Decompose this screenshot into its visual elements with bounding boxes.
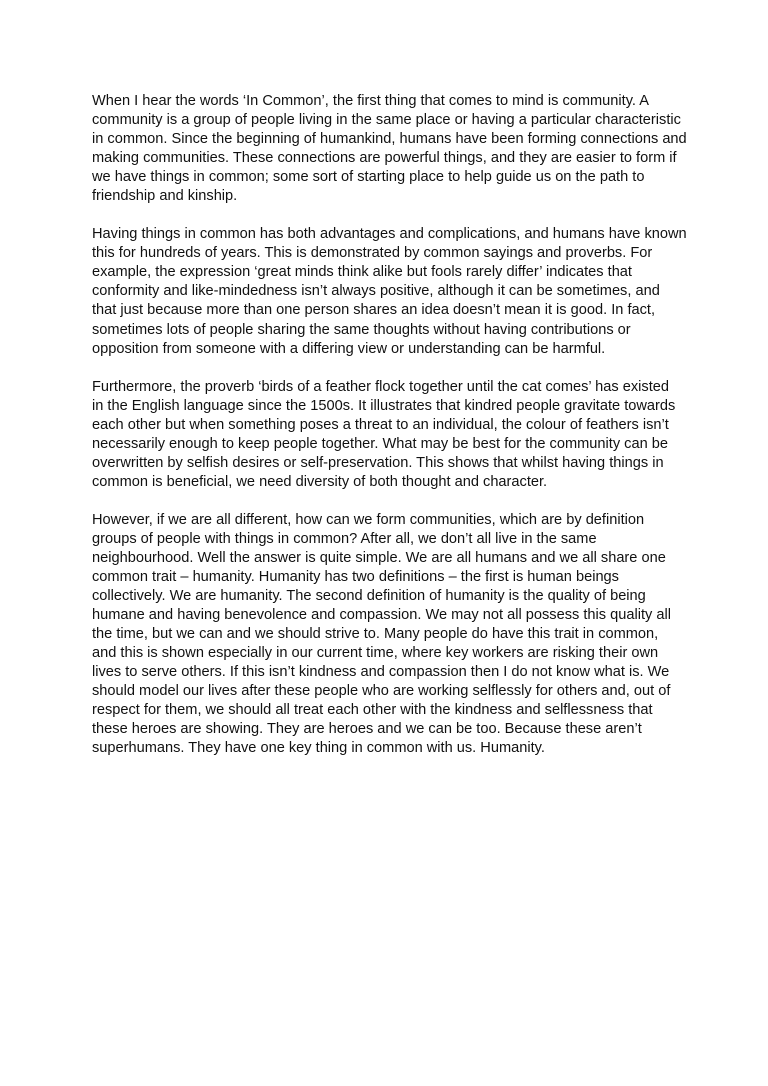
text-line: overwritten by selfish desires or self-preservation. This shows that whilst having things in [92,454,664,471]
text-line: the time, but we can and we should strive to. Many people do have this trait in common, [92,626,659,643]
text-line: superhumans. They have one key thing in common with us. Humanity. [92,740,545,757]
paragraph-2 [92,225,687,358]
text-line: opposition from someone with a differing view or understanding can be harmful. [92,340,606,357]
text-line: friendship and kinship. [92,188,238,205]
text-line: humane and having benevolence and compassion. We may not all possess this quality all [92,607,671,624]
essay-body [92,92,687,778]
paragraph-3 [92,378,680,492]
text-line: that just because more than one person shares an idea doesn’t mean it is good. In fact, [92,302,656,319]
text-line: conformity and like-mindedness isn’t always positive, although it can be sometimes, and [92,283,660,300]
text-line: Having things in common has both advantages and complications, and humans have known [92,226,687,243]
text-line: these heroes are showing. They are heroes and we can be too. Because these aren’t [92,721,642,738]
text-line: respect for them, we should all treat each other with the kindness and selflessness that [92,702,653,719]
text-line: making communities. These connections are powerful things, and they are easier to form if [92,150,677,167]
text-line: should model our lives after these people who are working selflessly for others and, out of [92,683,671,700]
paragraph-1 [92,92,687,206]
text-line: we have things in common; some sort of starting place to help guide us on the path to [92,169,645,186]
paragraph-4 [92,511,680,759]
text-line: necessarily enough to keep people together. What may be best for the community can be [92,435,668,452]
text-line: community is a group of people living in the same place or having a particular characteristic [92,112,681,129]
text-line: in common. Since the beginning of humankind, humans have been forming connections and [92,131,687,148]
text-line: When I hear the words ‘In Common’, the first thing that comes to mind is community. A [92,93,649,109]
text-line: this for hundreds of years. This is demonstrated by common sayings and proverbs. For [92,245,653,262]
text-line: neighbourhood. Well the answer is quite simple. We are all humans and we all share one [92,549,666,566]
text-line: in the English language since the 1500s. It illustrates that kindred people gravitate towards [92,397,676,414]
text-line: lives to serve others. If this isn’t kindness and compassion then I do not know what is. We [92,664,670,681]
text-line: groups of people with things in common? After all, we don’t all live in the same [92,530,597,547]
text-line: each other but when something poses a threat to an individual, the colour of feathers isn’t [92,416,669,433]
text-line: sometimes lots of people sharing the same thoughts without having contributions or [92,321,631,338]
text-line: collectively. We are humanity. The second definition of humanity is the quality of being [92,588,646,605]
text-line: and this is shown especially in our current time, where key workers are risking their own [92,645,659,662]
text-line: common is beneficial, we need diversity of both thought and character. [92,473,548,490]
text-line: example, the expression ‘great minds think alike but fools rarely differ’ indicates that [92,264,632,281]
text-line: However, if we are all different, how can we form communities, which are by definition [92,511,645,528]
text-line: common trait – humanity. Humanity has two definitions – the first is human beings [92,569,619,586]
text-line: Furthermore, the proverb ‘birds of a feather flock together until the cat comes’ has existed [92,378,670,395]
